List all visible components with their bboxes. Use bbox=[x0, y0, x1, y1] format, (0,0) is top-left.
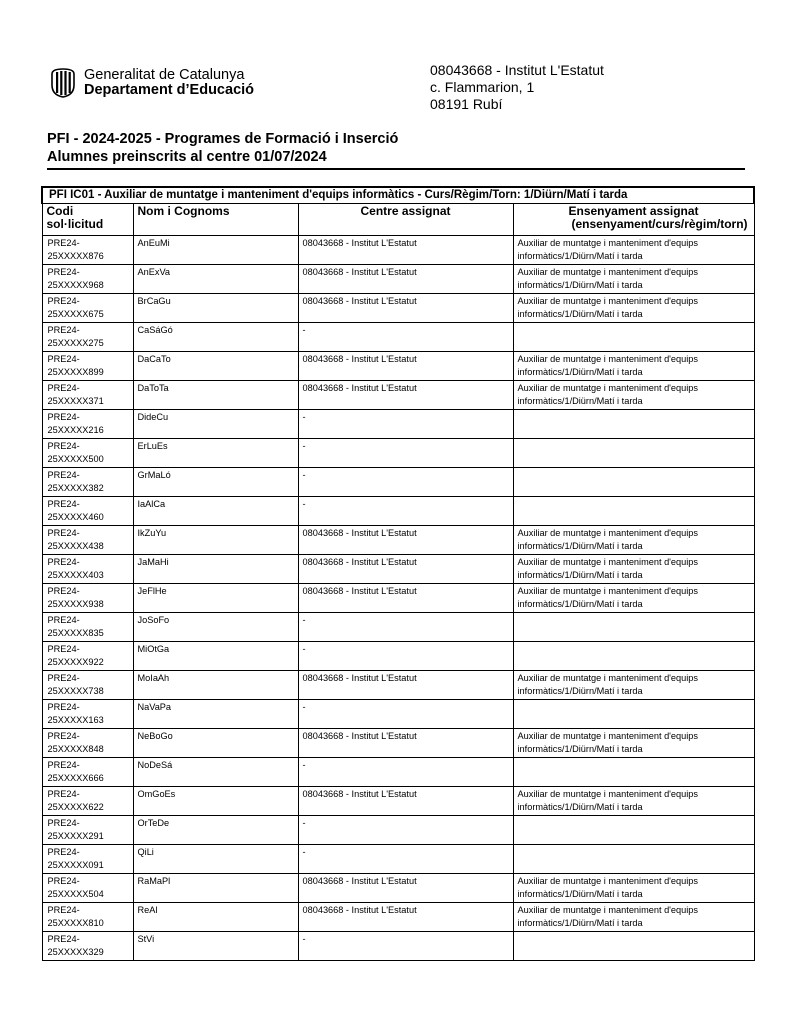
cell-ens-line1: Auxiliar de muntatge i manteniment d'equips bbox=[517, 238, 699, 248]
cell-centre: 08043668 - Institut L'Estatut bbox=[298, 729, 513, 758]
table-row bbox=[42, 410, 754, 439]
logo-line-generalitat: Generalitat de Catalunya bbox=[84, 67, 245, 83]
table-row bbox=[42, 845, 754, 874]
cell-ens-line1: Auxiliar de muntatge i manteniment d'equips bbox=[517, 876, 699, 886]
cell-codi-line2: 25XXXXX500 bbox=[47, 453, 104, 464]
cell-ens-line2: informàtics/1/Diürn/Matí i tarda bbox=[517, 366, 643, 377]
table-row bbox=[42, 671, 754, 700]
cell-ensenyament bbox=[513, 526, 754, 555]
cell-codi-line2: 25XXXXX835 bbox=[47, 627, 104, 638]
cell-nom: AnEuMi bbox=[133, 236, 298, 265]
generalitat-logo bbox=[50, 68, 254, 98]
cell-ensenyament bbox=[513, 671, 754, 700]
cell-codi bbox=[42, 236, 133, 265]
cell-ens-line2: informàtics/1/Diürn/Matí i tarda bbox=[517, 743, 643, 754]
cell-codi bbox=[42, 352, 133, 381]
cell-codi-line2: 25XXXXX504 bbox=[47, 888, 104, 899]
table-row bbox=[42, 729, 754, 758]
address-line-street: c. Flammarion, 1 bbox=[430, 79, 535, 95]
cell-ens-line2: informàtics/1/Diürn/Matí i tarda bbox=[517, 685, 643, 696]
cell-nom: DaCaTo bbox=[133, 352, 298, 381]
table-row bbox=[42, 555, 754, 584]
cell-codi-line1: PRE24- bbox=[47, 267, 80, 277]
cell-ens-line2: informàtics/1/Diürn/Matí i tarda bbox=[517, 540, 643, 551]
cell-codi bbox=[42, 700, 133, 729]
table-row bbox=[42, 816, 754, 845]
address-line-centre: 08043668 - Institut L'Estatut bbox=[430, 62, 604, 78]
cell-codi bbox=[42, 642, 133, 671]
table-banner-row bbox=[42, 187, 754, 204]
cell-codi-line1: PRE24- bbox=[47, 789, 80, 799]
cell-codi-line2: 25XXXXX216 bbox=[47, 424, 104, 435]
table-row bbox=[42, 758, 754, 787]
cell-ensenyament bbox=[513, 439, 754, 468]
cell-centre: - bbox=[298, 468, 513, 497]
cell-centre: 08043668 - Institut L'Estatut bbox=[298, 265, 513, 294]
cell-codi bbox=[42, 555, 133, 584]
cell-codi-line1: PRE24- bbox=[47, 470, 80, 480]
cell-nom: NeBoGo bbox=[133, 729, 298, 758]
cell-ensenyament bbox=[513, 468, 754, 497]
column-header-ensenyament bbox=[513, 204, 754, 236]
table-body bbox=[42, 236, 754, 961]
cell-nom: OmGoEs bbox=[133, 787, 298, 816]
cell-centre: - bbox=[298, 758, 513, 787]
cell-centre: - bbox=[298, 642, 513, 671]
logo-line-departament: Departament d’Educació bbox=[84, 82, 255, 98]
cell-codi bbox=[42, 845, 133, 874]
title-line-date: Alumnes preinscrits al centre 01/07/2024 bbox=[47, 149, 327, 165]
cell-ens-line1: Auxiliar de muntatge i manteniment d'equips bbox=[517, 528, 699, 538]
cell-centre: - bbox=[298, 816, 513, 845]
cell-codi-line2: 25XXXXX810 bbox=[47, 917, 104, 928]
cell-ensenyament bbox=[513, 381, 754, 410]
table-row bbox=[42, 265, 754, 294]
cell-ens-line2: informàtics/1/Diürn/Matí i tarda bbox=[517, 569, 643, 580]
table-banner: PFI IC01 - Auxiliar de muntatge i manteniment d'equips informàtics - Curs/Règim/Torn: 1/Diürn/Matí i tarda bbox=[42, 187, 754, 204]
cell-nom: StVi bbox=[133, 932, 298, 961]
cell-codi bbox=[42, 874, 133, 903]
cell-codi bbox=[42, 584, 133, 613]
cell-ens-line2: informàtics/1/Diürn/Matí i tarda bbox=[517, 395, 643, 406]
cell-codi-line1: PRE24- bbox=[47, 760, 80, 770]
cell-codi-line2: 25XXXXX848 bbox=[47, 743, 104, 754]
cell-codi bbox=[42, 758, 133, 787]
cell-ens-line2: informàtics/1/Diürn/Matí i tarda bbox=[517, 279, 643, 290]
cell-codi-line2: 25XXXXX460 bbox=[47, 511, 104, 522]
cell-codi-line1: PRE24- bbox=[47, 905, 80, 915]
cell-centre: 08043668 - Institut L'Estatut bbox=[298, 671, 513, 700]
cell-codi-line1: PRE24- bbox=[47, 586, 80, 596]
column-header-codi bbox=[42, 204, 133, 236]
cell-codi-line2: 25XXXXX738 bbox=[47, 685, 104, 696]
cell-centre: - bbox=[298, 410, 513, 439]
cell-codi bbox=[42, 729, 133, 758]
table-row bbox=[42, 352, 754, 381]
cell-ens-line1: Auxiliar de muntatge i manteniment d'equips bbox=[517, 905, 699, 915]
cell-ens-line1: Auxiliar de muntatge i manteniment d'equips bbox=[517, 383, 699, 393]
cell-ensenyament bbox=[513, 700, 754, 729]
cell-ensenyament bbox=[513, 874, 754, 903]
table-row bbox=[42, 381, 754, 410]
cell-centre: 08043668 - Institut L'Estatut bbox=[298, 555, 513, 584]
cell-ens-line1: Auxiliar de muntatge i manteniment d'equips bbox=[517, 296, 699, 306]
cell-ens-line1: Auxiliar de muntatge i manteniment d'equips bbox=[517, 586, 699, 596]
cell-codi-line1: PRE24- bbox=[47, 615, 80, 625]
cell-codi-line1: PRE24- bbox=[47, 296, 80, 306]
cell-codi-line2: 25XXXXX403 bbox=[47, 569, 104, 580]
cell-centre: 08043668 - Institut L'Estatut bbox=[298, 294, 513, 323]
cell-ensenyament bbox=[513, 845, 754, 874]
table-row bbox=[42, 526, 754, 555]
cell-codi-line2: 25XXXXX163 bbox=[47, 714, 104, 725]
cell-codi-line1: PRE24- bbox=[47, 441, 80, 451]
cell-ensenyament bbox=[513, 903, 754, 932]
column-header-codi-line1: Codi bbox=[46, 204, 74, 218]
cell-nom: IaAlCa bbox=[133, 497, 298, 526]
table-row bbox=[42, 323, 754, 352]
cell-nom: GrMaLó bbox=[133, 468, 298, 497]
cell-codi-line1: PRE24- bbox=[47, 383, 80, 393]
cell-codi bbox=[42, 265, 133, 294]
cell-ens-line1: Auxiliar de muntatge i manteniment d'equips bbox=[517, 789, 699, 799]
cell-ensenyament bbox=[513, 932, 754, 961]
title-line-programme: PFI - 2024-2025 - Programes de Formació i Inserció bbox=[47, 131, 399, 147]
cell-centre: 08043668 - Institut L'Estatut bbox=[298, 874, 513, 903]
table-row bbox=[42, 439, 754, 468]
cell-nom: QiLi bbox=[133, 845, 298, 874]
cell-centre: 08043668 - Institut L'Estatut bbox=[298, 381, 513, 410]
address-line-city: 08191 Rubí bbox=[430, 96, 503, 112]
cell-ensenyament bbox=[513, 584, 754, 613]
cell-nom: NoDeSá bbox=[133, 758, 298, 787]
cell-codi-line1: PRE24- bbox=[47, 876, 80, 886]
cell-nom: JaMaHi bbox=[133, 555, 298, 584]
column-header-codi-line2: sol·licitud bbox=[46, 217, 104, 231]
cell-codi bbox=[42, 671, 133, 700]
cell-ensenyament bbox=[513, 555, 754, 584]
cell-codi-line2: 25XXXXX876 bbox=[47, 250, 104, 261]
table-row bbox=[42, 613, 754, 642]
table-row bbox=[42, 903, 754, 932]
cell-ensenyament bbox=[513, 787, 754, 816]
cell-codi-line2: 25XXXXX438 bbox=[47, 540, 104, 551]
cell-nom: RaMaPl bbox=[133, 874, 298, 903]
cell-centre: - bbox=[298, 932, 513, 961]
cell-codi-line2: 25XXXXX382 bbox=[47, 482, 104, 493]
cell-centre: - bbox=[298, 439, 513, 468]
cell-codi-line1: PRE24- bbox=[47, 702, 80, 712]
cell-codi-line1: PRE24- bbox=[47, 238, 80, 248]
cell-centre: 08043668 - Institut L'Estatut bbox=[298, 526, 513, 555]
cell-ensenyament bbox=[513, 729, 754, 758]
cell-centre: 08043668 - Institut L'Estatut bbox=[298, 787, 513, 816]
cell-codi-line2: 25XXXXX922 bbox=[47, 656, 104, 667]
table-header-row bbox=[42, 204, 754, 236]
cell-ensenyament bbox=[513, 294, 754, 323]
cell-codi-line2: 25XXXXX275 bbox=[47, 337, 104, 348]
cell-codi-line1: PRE24- bbox=[47, 557, 80, 567]
document-title bbox=[47, 130, 745, 170]
cell-codi-line1: PRE24- bbox=[47, 354, 80, 364]
cell-codi bbox=[42, 439, 133, 468]
cell-nom: MiOtGa bbox=[133, 642, 298, 671]
cell-ensenyament bbox=[513, 236, 754, 265]
cell-codi-line1: PRE24- bbox=[47, 412, 80, 422]
cell-centre: 08043668 - Institut L'Estatut bbox=[298, 903, 513, 932]
cell-ensenyament bbox=[513, 758, 754, 787]
table-row bbox=[42, 236, 754, 265]
students-table-wrapper bbox=[41, 186, 753, 961]
table-row bbox=[42, 700, 754, 729]
cell-nom: MoIaAh bbox=[133, 671, 298, 700]
cell-nom: BrCaGu bbox=[133, 294, 298, 323]
cell-codi-line1: PRE24- bbox=[47, 673, 80, 683]
cell-ens-line2: informàtics/1/Diürn/Matí i tarda bbox=[517, 308, 643, 319]
table-row bbox=[42, 497, 754, 526]
cell-ens-line1: Auxiliar de muntatge i manteniment d'equips bbox=[517, 673, 699, 683]
cell-centre: - bbox=[298, 323, 513, 352]
cell-codi bbox=[42, 468, 133, 497]
cell-codi-line2: 25XXXXX329 bbox=[47, 946, 104, 957]
cell-centre: - bbox=[298, 700, 513, 729]
table-row bbox=[42, 294, 754, 323]
cell-nom: AnExVa bbox=[133, 265, 298, 294]
cell-codi-line1: PRE24- bbox=[47, 644, 80, 654]
cell-ens-line1: Auxiliar de muntatge i manteniment d'equips bbox=[517, 267, 699, 277]
cell-codi-line2: 25XXXXX371 bbox=[47, 395, 104, 406]
cell-ens-line1: Auxiliar de muntatge i manteniment d'equips bbox=[517, 354, 699, 364]
cell-centre: - bbox=[298, 497, 513, 526]
cell-ensenyament bbox=[513, 613, 754, 642]
cell-ens-line2: informàtics/1/Diürn/Matí i tarda bbox=[517, 598, 643, 609]
table-row bbox=[42, 584, 754, 613]
cell-ensenyament bbox=[513, 410, 754, 439]
column-header-centre: Centre assignat bbox=[298, 204, 513, 236]
cell-codi bbox=[42, 410, 133, 439]
cell-centre: 08043668 - Institut L'Estatut bbox=[298, 236, 513, 265]
column-header-ens-line2: (ensenyament/curs/règim/torn) bbox=[571, 217, 748, 231]
cell-ensenyament bbox=[513, 323, 754, 352]
cell-ensenyament bbox=[513, 816, 754, 845]
cell-nom: DaToTa bbox=[133, 381, 298, 410]
cell-codi-line2: 25XXXXX666 bbox=[47, 772, 104, 783]
cell-centre: - bbox=[298, 613, 513, 642]
cell-ens-line2: informàtics/1/Diürn/Matí i tarda bbox=[517, 250, 643, 261]
cell-codi bbox=[42, 613, 133, 642]
table-row bbox=[42, 932, 754, 961]
cell-codi bbox=[42, 787, 133, 816]
cell-codi bbox=[42, 903, 133, 932]
cell-centre: 08043668 - Institut L'Estatut bbox=[298, 584, 513, 613]
cell-nom: CaSáGó bbox=[133, 323, 298, 352]
cell-codi bbox=[42, 816, 133, 845]
cell-nom: OrTeDe bbox=[133, 816, 298, 845]
cell-nom: JoSoFo bbox=[133, 613, 298, 642]
cell-ensenyament bbox=[513, 497, 754, 526]
cell-codi-line2: 25XXXXX622 bbox=[47, 801, 104, 812]
cell-ensenyament bbox=[513, 352, 754, 381]
cell-codi-line1: PRE24- bbox=[47, 934, 80, 944]
cell-nom: JeFlHe bbox=[133, 584, 298, 613]
cell-codi bbox=[42, 294, 133, 323]
cell-nom: DideCu bbox=[133, 410, 298, 439]
cell-ens-line2: informàtics/1/Diürn/Matí i tarda bbox=[517, 888, 643, 899]
cell-centre: 08043668 - Institut L'Estatut bbox=[298, 352, 513, 381]
cell-nom: IkZuYu bbox=[133, 526, 298, 555]
cell-codi bbox=[42, 381, 133, 410]
column-header-nom: Nom i Cognoms bbox=[133, 204, 298, 236]
cell-nom: NaVaPa bbox=[133, 700, 298, 729]
cell-codi-line2: 25XXXXX968 bbox=[47, 279, 104, 290]
cell-codi-line1: PRE24- bbox=[47, 818, 80, 828]
table-row bbox=[42, 642, 754, 671]
cell-codi-line1: PRE24- bbox=[47, 528, 80, 538]
cell-nom: ReAl bbox=[133, 903, 298, 932]
table-row bbox=[42, 874, 754, 903]
cell-codi-line2: 25XXXXX675 bbox=[47, 308, 104, 319]
cell-codi bbox=[42, 932, 133, 961]
table-row bbox=[42, 787, 754, 816]
cell-ens-line2: informàtics/1/Diürn/Matí i tarda bbox=[517, 801, 643, 812]
cell-codi-line2: 25XXXXX938 bbox=[47, 598, 104, 609]
column-header-ens-line1: Ensenyament assignat bbox=[568, 204, 699, 218]
cell-codi-line1: PRE24- bbox=[47, 499, 80, 509]
cell-codi-line1: PRE24- bbox=[47, 847, 80, 857]
cell-codi-line2: 25XXXXX091 bbox=[47, 859, 104, 870]
cell-codi-line2: 25XXXXX291 bbox=[47, 830, 104, 841]
cell-nom: ErLuEs bbox=[133, 439, 298, 468]
cell-ens-line2: informàtics/1/Diürn/Matí i tarda bbox=[517, 917, 643, 928]
cell-ensenyament bbox=[513, 642, 754, 671]
cell-codi-line2: 25XXXXX899 bbox=[47, 366, 104, 377]
generalitat-emblem-icon bbox=[50, 68, 76, 98]
cell-codi bbox=[42, 323, 133, 352]
students-table bbox=[41, 186, 755, 961]
cell-codi-line1: PRE24- bbox=[47, 325, 80, 335]
cell-codi bbox=[42, 497, 133, 526]
cell-ens-line1: Auxiliar de muntatge i manteniment d'equips bbox=[517, 731, 699, 741]
cell-codi-line1: PRE24- bbox=[47, 731, 80, 741]
table-row bbox=[42, 468, 754, 497]
cell-centre: - bbox=[298, 845, 513, 874]
cell-ens-line1: Auxiliar de muntatge i manteniment d'equips bbox=[517, 557, 699, 567]
centre-address bbox=[430, 62, 604, 113]
cell-codi bbox=[42, 526, 133, 555]
cell-ensenyament bbox=[513, 265, 754, 294]
